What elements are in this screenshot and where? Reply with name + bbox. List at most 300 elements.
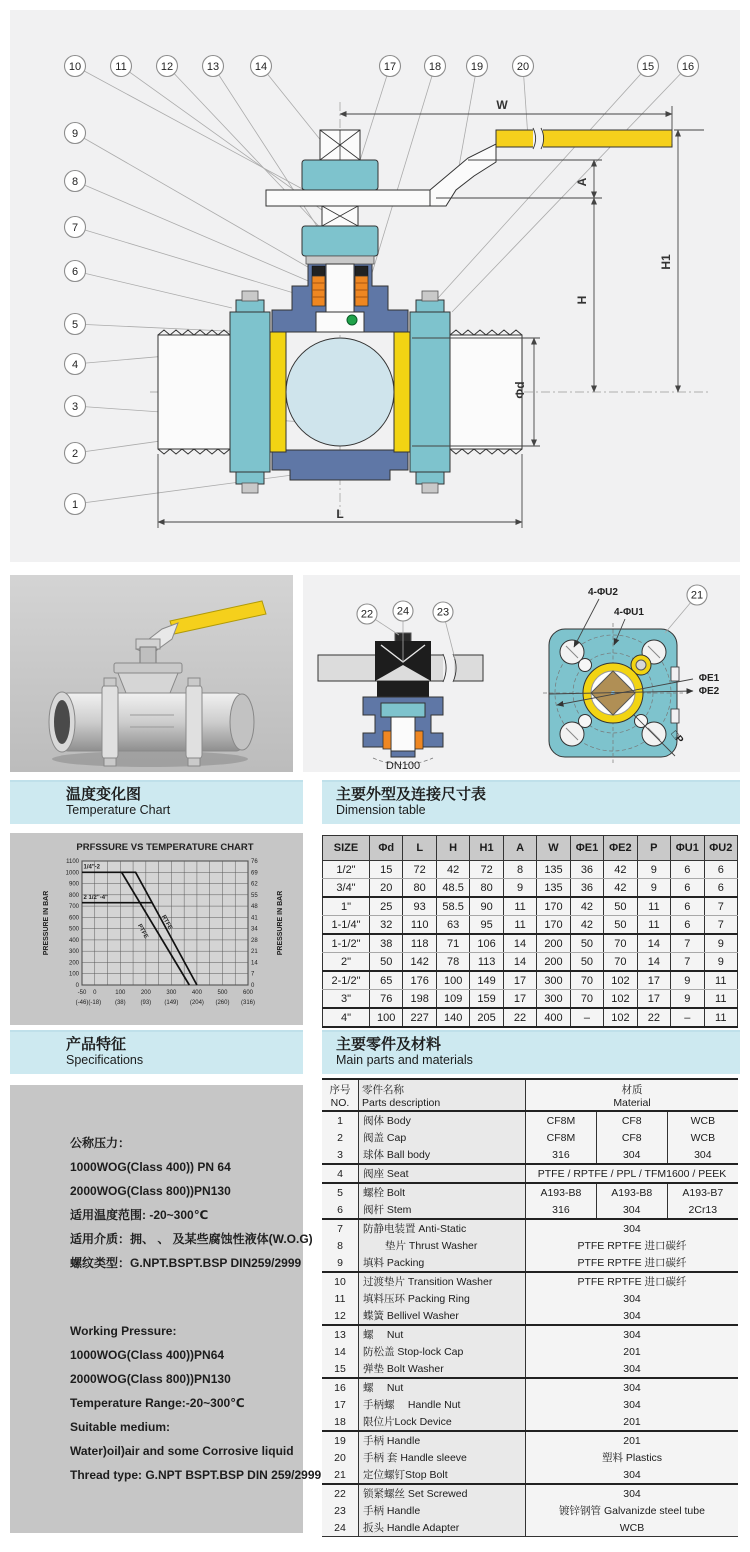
dimension-cell: 8 [503, 861, 536, 879]
callout-16 [678, 56, 699, 77]
part-material: WCB [667, 1111, 738, 1129]
parts-row-24 [322, 1519, 738, 1537]
header-no-en: NO. [330, 1096, 350, 1109]
part-material: 304 [667, 1146, 738, 1164]
size-cell: 1" [323, 897, 370, 916]
parts-row-18 [322, 1413, 738, 1431]
dimension-cell: 80 [403, 879, 436, 898]
part-material: PTFE / RPTFE / PPL / TFM1600 / PEEK [526, 1164, 739, 1183]
bolt-hole-u1 [579, 715, 592, 728]
thread-zigzag [450, 330, 522, 335]
part-material: A193-B7 [667, 1183, 738, 1201]
specifications-english [10, 1275, 322, 1487]
dimension-cell: 11 [637, 916, 670, 935]
part-description: 手柄 Handle [359, 1431, 526, 1449]
dimension-cell: 20 [370, 879, 403, 898]
part-description: 填料压环 Packing Ring [359, 1290, 526, 1307]
dimension-cell: 7 [671, 934, 704, 953]
size-cell: 3/4" [323, 879, 370, 898]
callout-number: 14 [254, 60, 268, 73]
callout-number: 17 [383, 60, 397, 73]
callout-11 [111, 56, 132, 77]
header-name-zh: 零件名称 [362, 1083, 404, 1096]
photo-flange-ring [186, 685, 202, 759]
part-number: 1 [337, 1114, 343, 1127]
dimension-cell: 102 [604, 971, 637, 990]
dim-header-0: SIZE [323, 836, 370, 861]
ytick-left: 300 [68, 949, 79, 956]
callout-number: 10 [68, 60, 82, 73]
size-cell: 4" [323, 1008, 370, 1027]
spec-line-en: Thread type: G.NPT BSPT.BSP DIN 259/2999 [70, 1468, 322, 1482]
callout-2 [65, 443, 86, 464]
dimension-cell: 200 [537, 953, 570, 972]
part-material: 304 [526, 1307, 739, 1325]
flange-label-e1: ΦE1 [698, 673, 720, 684]
part-number: 2 [337, 1131, 343, 1144]
photo-valve-body [62, 693, 242, 751]
leader-line-15 [438, 66, 648, 298]
dimension-cell: 17 [503, 990, 536, 1009]
callout-number: 1 [71, 498, 79, 511]
dim-label-phid: Φd [513, 381, 527, 399]
header-name-en: Parts description [362, 1096, 441, 1109]
part-description: 填料 Packing [359, 1254, 526, 1272]
chart-ylabel-right: PRESSURE IN BAR [277, 890, 284, 956]
dimension-cell: 109 [436, 990, 469, 1009]
callout-3 [65, 396, 86, 417]
dimension-row [323, 953, 738, 972]
part-description: 阀盖 Cap [359, 1129, 526, 1146]
xtick: 300 [166, 990, 177, 996]
dim-header-4: H1 [470, 836, 503, 861]
dimension-cell: 7 [704, 916, 737, 935]
section-title-zh: 温度变化图 [66, 786, 142, 803]
leader-line-16 [452, 66, 688, 312]
callout-13 [203, 56, 224, 77]
dimension-cell: 42 [570, 897, 603, 916]
part-description: 锁紧螺丝 Set Screwed [359, 1484, 526, 1502]
bolt-hole-u1 [579, 659, 592, 672]
dim-header-7: ΦE1 [570, 836, 603, 861]
parts-row-22 [322, 1484, 738, 1502]
callout-6 [65, 261, 86, 282]
part-material: 304 [596, 1146, 667, 1164]
part-material: 316 [526, 1201, 597, 1219]
dimension-cell: 36 [570, 861, 603, 879]
body-bolt [242, 483, 258, 493]
parts-row-3 [322, 1146, 738, 1164]
ytick-right: 55 [251, 892, 258, 899]
parts-row-9 [322, 1254, 738, 1272]
part-material: A193-B8 [526, 1183, 597, 1201]
dimension-row [323, 916, 738, 935]
ytick-right: 14 [251, 960, 258, 967]
part-material: 201 [526, 1413, 739, 1431]
size-cell: 1/2" [323, 861, 370, 879]
part-number: 12 [322, 1307, 359, 1325]
dimension-cell: 11 [704, 990, 737, 1009]
part-number: 23 [334, 1504, 346, 1517]
dim-label-l: L [336, 507, 344, 521]
valve-top-nut [381, 703, 425, 717]
dimension-row [323, 990, 738, 1009]
header-no-zh: 序号 [329, 1083, 351, 1096]
photo-bolt [104, 758, 116, 766]
part-material: 304 [526, 1484, 739, 1502]
dimension-cell: 198 [403, 990, 436, 1009]
dimension-table [322, 835, 738, 1028]
dimension-cell: 63 [436, 916, 469, 935]
size-cell: 1-1/2" [323, 934, 370, 953]
right-seat [394, 332, 410, 452]
callout-number: 4 [71, 358, 79, 371]
part-number: 18 [322, 1413, 359, 1431]
part-number: 21 [322, 1466, 359, 1484]
part-description: 球体 Ball body [359, 1146, 526, 1164]
spec-line-zh: 适用温度范围: -20~300℃ [70, 1208, 209, 1222]
dim-header-3: H [436, 836, 469, 861]
dim-label-a: A [575, 177, 589, 187]
spec-line-en: 2000WOG(Class 800))PN130 [70, 1372, 231, 1386]
parts-row-20 [322, 1449, 738, 1466]
dimension-cell: 11 [503, 916, 536, 935]
stem-washer [306, 256, 374, 264]
dimension-cell: 72 [403, 861, 436, 879]
photo-flange-ring [102, 685, 118, 759]
parts-row-17 [322, 1396, 738, 1413]
part-material: 304 [526, 1360, 739, 1378]
part-material: WCB [526, 1519, 739, 1537]
dimension-cell: 70 [570, 990, 603, 1009]
section-title-en: Dimension table [336, 803, 426, 817]
leader-line-5 [75, 324, 247, 332]
ytick-right: 28 [251, 937, 258, 944]
photo-port-bore [54, 700, 70, 744]
ytick-right: 48 [251, 904, 258, 911]
section-title-zh: 主要零件及材料 [336, 1036, 442, 1053]
dimension-cell: 70 [570, 971, 603, 990]
callout-4 [65, 354, 86, 375]
dimension-cell: 14 [637, 953, 670, 972]
callout-number: 22 [360, 608, 374, 621]
part-number: 9 [322, 1254, 359, 1272]
dimension-cell: 110 [403, 916, 436, 935]
xtick-fahrenheit: (93) [140, 1000, 152, 1006]
parts-table-header-row [322, 1079, 738, 1111]
part-material: 304 [526, 1396, 739, 1413]
dimension-cell: 11 [503, 897, 536, 916]
thread-zigzag [450, 449, 522, 454]
dimension-cell: 48.5 [436, 879, 469, 898]
part-material: 镀锌钢管 Galvanizde steel tube [526, 1502, 739, 1519]
part-description: 阀体 Body [359, 1111, 526, 1129]
parts-row-10 [322, 1272, 738, 1290]
section-header-dimension [322, 780, 740, 824]
dimension-cell: 70 [604, 953, 637, 972]
dimension-cell: 22 [503, 1008, 536, 1027]
part-number: 5 [337, 1186, 343, 1199]
dimension-cell: 50 [370, 953, 403, 972]
dimension-cell: 142 [403, 953, 436, 972]
dimension-cell: 32 [370, 916, 403, 935]
parts-header-no [322, 1079, 359, 1111]
dimension-cell: 227 [403, 1008, 436, 1027]
callout-number: 19 [470, 60, 484, 73]
dimension-cell: 7 [704, 897, 737, 916]
dimension-cell: 70 [604, 934, 637, 953]
part-description: 螺栓 Bolt [359, 1183, 526, 1201]
stop-bolt-hex [636, 660, 646, 670]
ytick-left: 500 [68, 926, 79, 933]
photo-shadow [52, 751, 248, 767]
specifications-panel [10, 1085, 322, 1533]
dimension-cell: 113 [470, 953, 503, 972]
part-number: 11 [334, 1292, 346, 1305]
spec-line-zh: 公称压力： [70, 1136, 131, 1150]
xtick: 100 [115, 990, 126, 996]
parts-row-6 [322, 1201, 738, 1219]
valve-top-packing [383, 731, 391, 749]
dimension-cell: 80 [470, 879, 503, 898]
parts-row-16 [322, 1378, 738, 1396]
callout-17 [380, 56, 401, 77]
dim-header-5: A [503, 836, 536, 861]
dimension-cell: 9 [503, 879, 536, 898]
packing [355, 276, 368, 306]
dimension-cell: 93 [403, 897, 436, 916]
callout-number: 11 [115, 60, 127, 73]
leader-line-10 [75, 66, 308, 192]
header-mat-en: Material [613, 1096, 651, 1109]
dim-label-h: H [575, 295, 589, 305]
part-material: 201 [526, 1431, 739, 1449]
valve-top-packing [415, 731, 423, 749]
dimension-cell: 15 [370, 861, 403, 879]
part-material: CF8M [526, 1111, 597, 1129]
dimension-cell: 9 [704, 934, 737, 953]
xtick-fahrenheit: (-46) [75, 1000, 89, 1006]
part-number: 6 [322, 1201, 359, 1219]
dimension-cell: 50 [604, 916, 637, 935]
part-material: 2Cr13 [667, 1201, 738, 1219]
packing [312, 276, 325, 306]
part-number: 7 [337, 1222, 343, 1235]
dimension-row [323, 861, 738, 879]
adapter-base [377, 681, 429, 697]
xtick-fahrenheit: (260) [215, 1000, 230, 1006]
ytick-right: 76 [251, 859, 258, 865]
xtick: -50 [77, 990, 87, 996]
upper-stem-nut [302, 160, 378, 190]
parts-row-12 [322, 1307, 738, 1325]
dimension-row [323, 1008, 738, 1027]
ytick-left: 100 [68, 971, 79, 978]
xtick: 0 [93, 990, 97, 996]
dimension-table-body [323, 861, 738, 1028]
right-union-nut [410, 312, 450, 472]
callout-5 [65, 314, 86, 335]
dimension-cell: 300 [537, 971, 570, 990]
line-label: 2 1/2"-4" [83, 894, 108, 901]
chart-ylabel-left: PRESSURE IN BAR [43, 890, 50, 956]
xtick: 500 [217, 990, 228, 996]
dimension-cell: 9 [637, 861, 670, 879]
flange-notch [671, 667, 679, 681]
dimension-cell: 170 [537, 916, 570, 935]
dimension-cell: 400 [537, 1008, 570, 1027]
part-material: 304 [526, 1378, 739, 1396]
part-material: 304 [596, 1201, 667, 1219]
chart-title: PRFSSURE VS TEMPERATURE CHART [76, 842, 254, 853]
dimension-cell: 9 [671, 971, 704, 990]
dimension-cell: 6 [671, 861, 704, 879]
part-description: 阀座 Seat [359, 1164, 526, 1183]
dimension-cell: 90 [470, 897, 503, 916]
ball [286, 338, 394, 446]
callout-number: 2 [71, 447, 79, 460]
part-material: 304 [526, 1466, 739, 1484]
part-material: A193-B8 [596, 1183, 667, 1201]
part-material: 201 [526, 1343, 739, 1360]
dimension-cell: 176 [403, 971, 436, 990]
right-threaded-end [450, 335, 522, 449]
lower-stem-nut [302, 226, 378, 256]
parts-row-8 [322, 1237, 738, 1254]
stem-seal [312, 266, 325, 276]
dimension-cell: 140 [436, 1008, 469, 1027]
xtick: 600 [242, 990, 254, 996]
parts-row-21 [322, 1466, 738, 1484]
part-description: 扳头 Handle Adapter [359, 1519, 526, 1537]
parts-row-1 [322, 1111, 738, 1129]
dimension-cell: 22 [637, 1008, 670, 1027]
parts-row-14 [322, 1343, 738, 1360]
part-material: WCB [667, 1129, 738, 1146]
anti-static-dot [347, 315, 357, 325]
section-title-en: Temperature Chart [66, 803, 171, 817]
dimension-cell: 135 [537, 879, 570, 898]
dimension-cell: 100 [436, 971, 469, 990]
photo-stem [140, 647, 156, 665]
callout-number: 24 [396, 605, 410, 618]
part-description: 垫片 Thrust Washer [359, 1237, 526, 1254]
xtick: 400 [191, 990, 202, 996]
photo-bolt [188, 758, 200, 766]
dimension-cell: 9 [637, 879, 670, 898]
parts-table-body [322, 1111, 738, 1537]
dimension-cell: 106 [470, 934, 503, 953]
callout-number: 3 [71, 400, 79, 413]
callout-number: 7 [71, 221, 79, 234]
handle-grip [496, 130, 672, 147]
dimension-cell: 50 [570, 934, 603, 953]
ytick-left: 1100 [66, 859, 79, 865]
photo-bolt [104, 678, 116, 686]
size-cell: 2" [323, 953, 370, 972]
leader-line-6 [75, 271, 232, 308]
dimension-cell: 72 [470, 861, 503, 879]
dimension-cell: 9 [704, 953, 737, 972]
dim-header-1: Φd [370, 836, 403, 861]
parts-row-15 [322, 1360, 738, 1378]
dimension-cell: 135 [537, 861, 570, 879]
dimension-cell: 11 [704, 1008, 737, 1027]
dimension-cell: 17 [637, 971, 670, 990]
parts-row-11 [322, 1290, 738, 1307]
dimension-cell: 71 [436, 934, 469, 953]
line-label: 1/4"-2 [83, 864, 101, 871]
dimension-cell: 11 [704, 971, 737, 990]
product-photo [10, 575, 293, 772]
dimension-cell: 6 [671, 879, 704, 898]
xtick-fahrenheit: (316) [240, 1000, 256, 1006]
spec-line-zh: 螺纹类型：G.NPT.BSPT.BSP DIN259/2999 [70, 1256, 302, 1270]
part-description: 弹垫 Bolt Washer [359, 1360, 526, 1378]
dimension-cell: 6 [704, 879, 737, 898]
photo-mount-plate [114, 663, 182, 673]
dim-header-2: L [403, 836, 436, 861]
left-threaded-end [158, 335, 230, 449]
detail-diagrams [303, 575, 740, 772]
dimension-cell: 170 [537, 897, 570, 916]
section-title-en: Main parts and materials [336, 1053, 473, 1067]
dimension-cell: 14 [503, 953, 536, 972]
dimension-cell: 9 [671, 990, 704, 1009]
callout-number: 16 [681, 60, 695, 73]
part-description: 防松盖 Stop-lock Cap [359, 1343, 526, 1360]
dimension-cell: 102 [604, 990, 637, 1009]
pressure-temperature-chart [10, 833, 303, 1025]
parts-header-material [526, 1079, 739, 1111]
dimension-cell: – [671, 1008, 704, 1027]
dimension-cell: 42 [570, 916, 603, 935]
section-header-specifications [10, 1030, 303, 1074]
dimension-row [323, 897, 738, 916]
size-cell: 3" [323, 990, 370, 1009]
part-number: 15 [322, 1360, 359, 1378]
dimension-cell: 58.5 [436, 897, 469, 916]
callout-number: 21 [690, 589, 704, 602]
dimension-cell: 42 [436, 861, 469, 879]
callout-7 [65, 217, 86, 238]
parts-row-4 [322, 1164, 738, 1183]
ytick-left: 400 [68, 937, 79, 944]
part-number: 24 [334, 1521, 346, 1534]
spec-line-zh: 2000WOG(Class 800))PN130 [70, 1184, 231, 1198]
dim-header-10: ΦU1 [671, 836, 704, 861]
part-description: 手柄 Handle [359, 1502, 526, 1519]
ytick-left: 0 [75, 983, 79, 989]
photo-right-port [230, 694, 254, 750]
part-number: 14 [334, 1345, 346, 1358]
xtick-fahrenheit: (204) [189, 1000, 204, 1006]
ytick-right: 0 [251, 983, 255, 989]
dimension-cell: 200 [537, 934, 570, 953]
header-mat-zh: 材质 [621, 1083, 643, 1096]
part-description: 防静电装置 Anti-Static [359, 1219, 526, 1237]
dim-header-9: P [637, 836, 670, 861]
callout-15 [638, 56, 659, 77]
handle-drawing [430, 128, 672, 206]
part-number: 8 [337, 1239, 343, 1252]
part-material: CF8 [596, 1111, 667, 1129]
callout-number: 6 [71, 265, 79, 278]
ytick-right: 62 [251, 881, 258, 888]
stem-seal [355, 266, 368, 276]
thread-zigzag [158, 449, 230, 454]
leader-line-7 [75, 227, 327, 303]
